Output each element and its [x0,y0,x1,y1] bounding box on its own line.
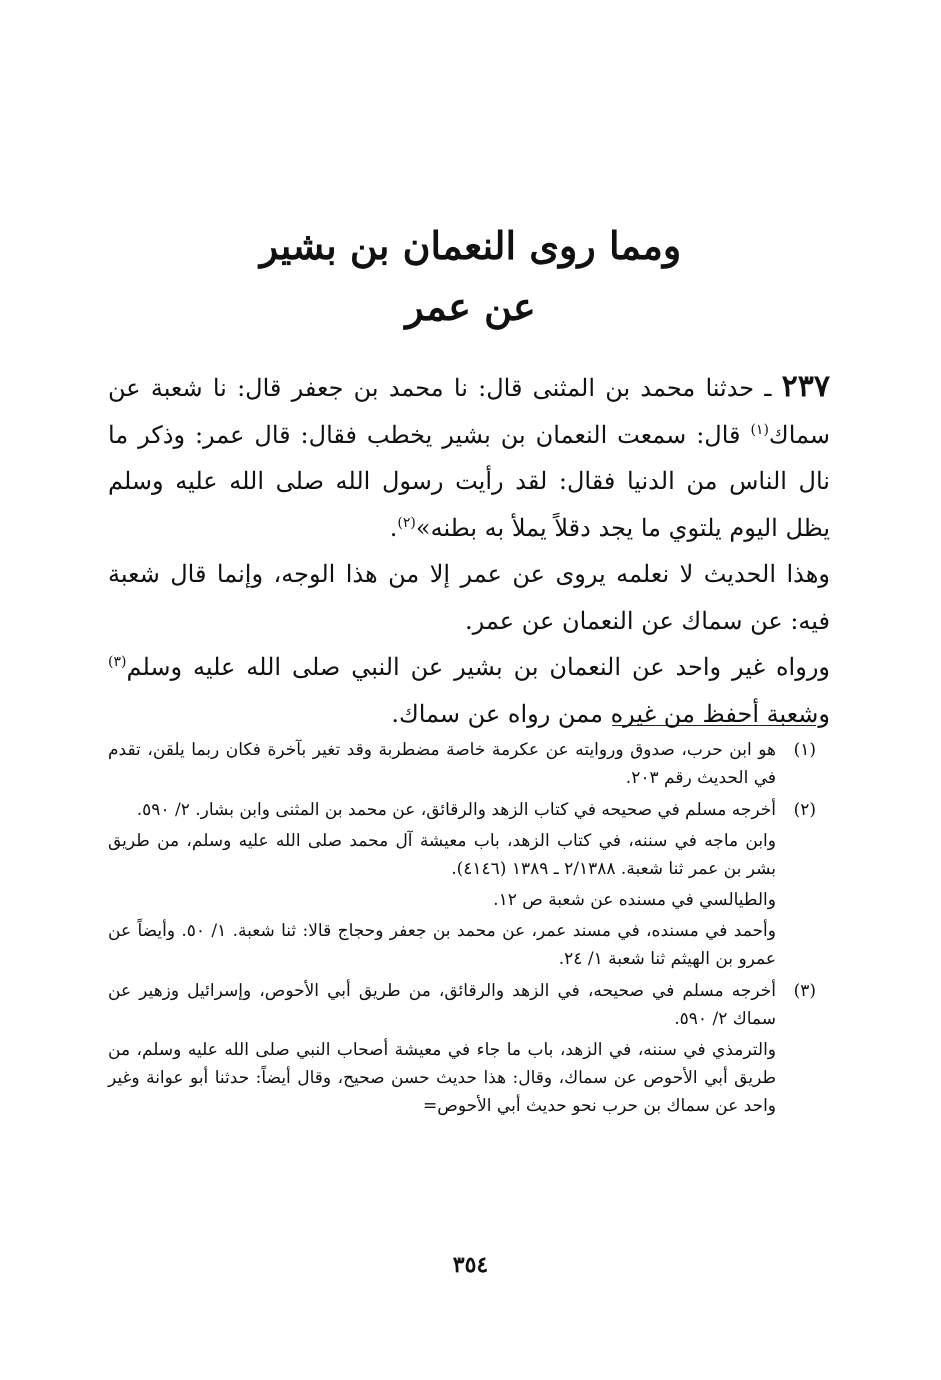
footnote-text: والطيالسي في مسنده عن شعبة ص ١٢. [493,890,776,910]
footnote-1 [108,736,816,792]
footnote-separator [612,725,816,726]
footnote-text: والترمذي في سننه، في الزهد، باب ما جاء في معيشة أصحاب النبي صلى الله عليه وسلم، من طريق أبي الأحوص عن سماك، وقال: هذا حديث حسن صحيح، وقال أيضاً: حدثنا أبو عوانة وغير واحد عن سماك بن حرب نحو حديث أبي الأحوص= [108,1040,776,1116]
footnote-ref-3: (٣) [108,654,127,670]
footnote-number: (١) [793,740,816,760]
commentary-text-part2: وشعبة أحفظ من غيره ممن رواه عن سماك. [391,699,830,728]
footnote-text: وابن ماجه في سننه، في كتاب الزهد، باب معيشة آل محمد صلى الله عليه وسلم، من طريق بشر بن عمر ثنا شعبة. ٢/١٣٨٨ ـ ١٣٨٩ (٤١٤٦). [108,831,776,879]
footnote-text: أخرجه مسلم في صحيحه، في الزهد والرقائق، من طريق أبي الأحوص، وإسرائيل وزهير عن سماك ٢/ ٥٩٠. [108,981,776,1029]
chapter-subtitle: عن عمر [405,284,536,329]
footnote-2 [108,796,816,973]
hadith-text-part2: قال: سمعت النعمان بن بشير يخطب فقال: قال عمر: وذكر ما نال الناس من الدنيا فقال: لقد رأيت رسول الله صلى الله عليه وسلم يظل اليوم يلتوي ما يجد دقلاً يملأ به بطنه» [108,420,830,542]
hadith-number: ٢٣٧ [781,369,830,404]
footnote-text: هو ابن حرب، صدوق وروايته عن عكرمة خاصة مضطربة وقد تغير بآخرة فكان ربما يلقن، تقدم في الحديث رقم ٢٠٣. [108,740,776,788]
hadith-text-part1: حدثنا محمد بن المثنى قال: نا محمد بن جعفر قال: نا شعبة عن سماك [108,374,830,449]
commentary-paragraph-1: وهذا الحديث لا نعلمه يروى عن عمر إلا من هذا الوجه، وإنما قال شعبة فيه: عن سماك عن النعمان عن عمر. [108,560,830,635]
hadith-text-part3: . [389,513,398,542]
footnote-number: (٣) [793,981,816,1001]
footnote-ref-2: (٢) [397,514,416,531]
hadith-separator: ـ [754,374,782,402]
footnote-ref-1: (١) [750,421,769,438]
commentary-paragraph-2 [108,644,830,737]
footnote-number: (٢) [793,800,816,820]
hadith-paragraph [108,364,830,551]
footnote-3 [108,977,816,1120]
page-number: ٣٥٤ [452,1252,489,1278]
footnote-text: أخرجه مسلم في صحيحه في كتاب الزهد والرقائق، عن محمد بن المثنى وابن بشار. ٢/ ٥٩٠. [136,800,776,820]
chapter-title: ومما روى النعمان بن بشير [259,223,682,268]
main-text [108,364,830,737]
footnote-text: وأحمد في مسنده، في مسند عمر، عن محمد بن جعفر وحجاج قالا: ثنا شعبة. ١/ ٥٠. وأيضاً عن عمرو بن الهيثم ثنا شعبة ١/ ٢٤. [108,921,776,969]
commentary-text-part1: ورواه غير واحد عن النعمان بن بشير عن النبي صلى الله عليه وسلم [126,653,830,681]
footnotes [108,736,816,1120]
